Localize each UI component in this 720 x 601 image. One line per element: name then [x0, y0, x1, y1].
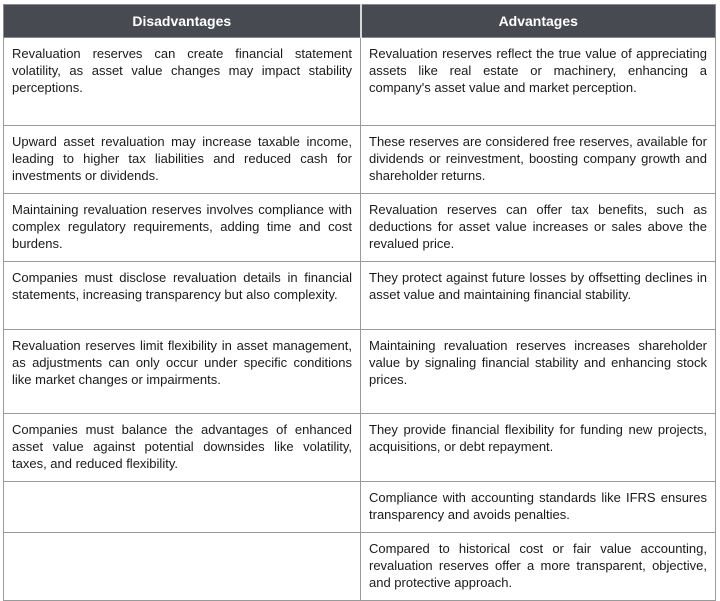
advantage-text: Revaluation reserves reflect the true value of appreciating assets like real estate or machinery, enhancing a company's asset value and market perception. — [369, 46, 707, 95]
advantage-text: These reserves are considered free reserves, available for dividends or reinvestment, boosting company growth and shareholder returns. — [369, 134, 707, 183]
disadvantage-text: Maintaining revaluation reserves involves compliance with complex regulatory requirements, adding time and cost burdens. — [12, 202, 352, 251]
advantage-cell — [361, 482, 716, 533]
disadvantage-cell — [4, 194, 361, 262]
advantage-text: They protect against future losses by offsetting declines in asset value and maintaining financial stability. — [369, 270, 707, 302]
disadvantage-cell — [4, 414, 361, 482]
table-row — [4, 262, 716, 330]
table-row — [4, 126, 716, 194]
table-row — [4, 194, 716, 262]
advantage-text: They provide financial flexibility for funding new projects, acquisitions, or debt repayment. — [369, 422, 707, 454]
advantage-text: Compared to historical cost or fair value accounting, revaluation reserves offer a more transparent, objective, and protective approach. — [369, 541, 707, 590]
table-row — [4, 414, 716, 482]
disadvantage-text: Companies must disclose revaluation details in financial statements, increasing transparency but also complexity. — [12, 270, 352, 302]
disadvantage-text: Companies must balance the advantages of enhanced asset value against potential downsides like volatility, taxes, and reduced flexibility. — [12, 422, 352, 471]
table-row — [4, 330, 716, 414]
disadvantage-text: Revaluation reserves can create financial statement volatility, as asset value changes may impact stability perceptions. — [12, 46, 352, 95]
advantage-cell — [361, 533, 716, 601]
disadvantage-text: Upward asset revaluation may increase taxable income, leading to higher tax liabilities and reduced cash for investments or dividends. — [12, 134, 352, 183]
advantage-cell — [361, 126, 716, 194]
disadvantage-cell — [4, 126, 361, 194]
disadvantage-cell — [4, 330, 361, 414]
advantage-cell — [361, 414, 716, 482]
advantage-text: Revaluation reserves can offer tax benefits, such as deductions for asset value increases or sales above the revalued price. — [369, 202, 707, 251]
advantage-text: Compliance with accounting standards like IFRS ensures transparency and avoids penalties. — [369, 490, 707, 522]
comparison-table — [3, 4, 716, 601]
advantage-cell — [361, 262, 716, 330]
disadvantage-cell — [4, 38, 361, 126]
advantage-cell — [361, 194, 716, 262]
disadvantage-cell — [4, 482, 361, 533]
advantage-cell — [361, 330, 716, 414]
table-row — [4, 38, 716, 126]
table-row — [4, 533, 716, 601]
advantage-text: Maintaining revaluation reserves increases shareholder value by signaling financial stability and enhancing stock prices. — [369, 338, 707, 387]
header-advantages: Advantages — [361, 5, 716, 38]
table-row — [4, 482, 716, 533]
disadvantage-text: Revaluation reserves limit flexibility in asset management, as adjustments can only occur under specific conditions like market changes or impairments. — [12, 338, 352, 387]
advantage-cell — [361, 38, 716, 126]
header-disadvantages: Disadvantages — [4, 5, 361, 38]
disadvantage-cell — [4, 533, 361, 601]
header-row — [4, 5, 716, 38]
disadvantage-cell — [4, 262, 361, 330]
